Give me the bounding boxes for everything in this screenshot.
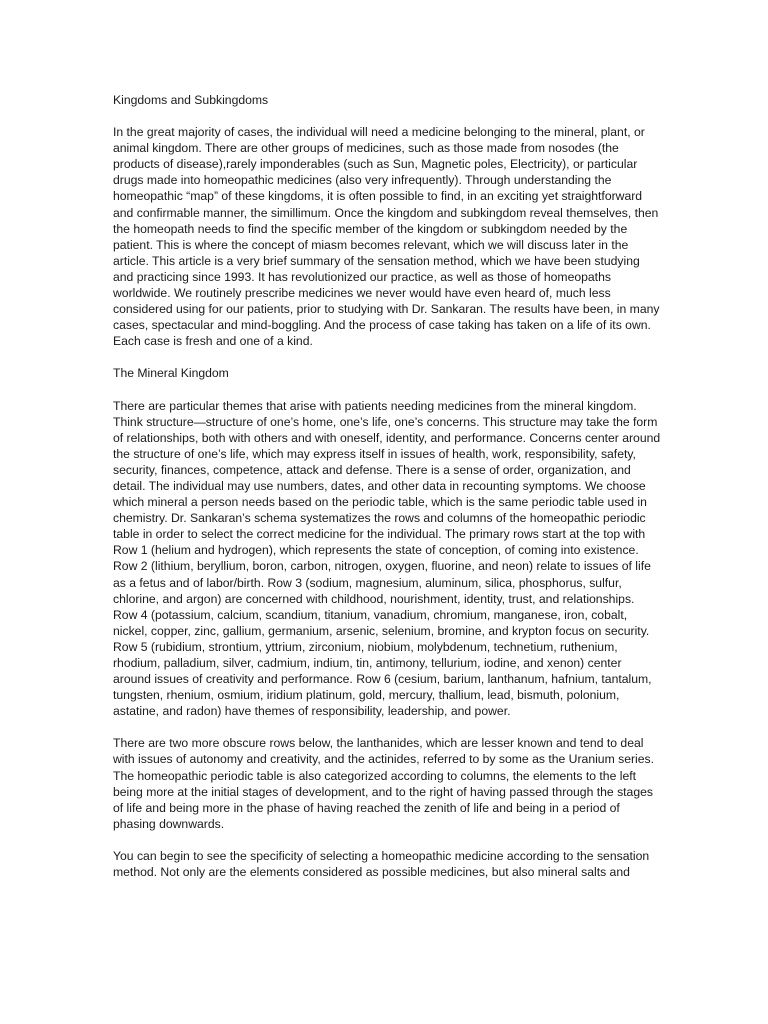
intro-paragraph: In the great majority of cases, the individual will need a medicine belonging to the mineral, plant, or animal kingdom. There are other groups of medicines, such as those made from nosodes (the products of disease),rarely imponderables (such as Sun, Magnetic poles, Electricity), or particular drugs made into homeopathic medicines (also very infrequently). Through understanding the homeopathic “map” of these kingdoms, it is often possible to find, in an exciting yet straightforward and confirmable manner, the simillimum. Once the kingdom and subkingdom reveal themselves, then the homeopath needs to find the specific member of the kingdom or subkingdom needed by the patient. This is where the concept of miasm becomes relevant, which we will discuss later in the article. This article is a very brief summary of the sensation method, which we have been studying and practicing since 1993. It has revolutionized our practice, as well as those of homeopaths worldwide. We routinely prescribe medicines we never would have even heard of, much less considered using for our patients, prior to studying with Dr. Sankaran. The results have been, in many cases, spectacular and mind-boggling. And the process of case taking has taken on a life of its own. Each case is fresh and one of a kind. (113, 125, 660, 349)
document-body (113, 92, 661, 896)
mineral-kingdom-paragraph: There are particular themes that arise with patients needing medicines from the mineral kingdom. Think structure—structure of one’s home, one’s life, one’s concerns. This structure may take the form of relationships, both with others and with oneself, identity, and performance. Concerns center around the structure of one’s life, which may express itself in issues of health, work, responsibility, safety, security, finances, competence, attack and defense. There is a sense of order, organization, and detail. The individual may use numbers, dates, and other data in recounting symptoms. We choose which mineral a person needs based on the periodic table, which is the same periodic table used in chemistry. Dr. Sankaran’s schema systematizes the rows and columns of the homeopathic periodic table in order to select the correct medicine for the individual. The primary rows start at the top with Row 1 (helium and hydrogen), which represents the state of conception, of coming into existence. Row 2 (lithium, beryllium, boron, carbon, nitrogen, oxygen, fluorine, and neon) relate to issues of life as a fetus and of labor/birth. Row 3 (sodium, magnesium, aluminum, silica, phosphorus, sulfur, chlorine, and argon) are concerned with childhood, nourishment, identity, trust, and relationships. Row 4 (potassium, calcium, scandium, titanium, vanadium, chromium, manganese, iron, cobalt, nickel, copper, zinc, gallium, germanium, arsenic, selenium, bromine, and krypton focus on security. Row 5 (rubidium, strontium, yttrium, zirconium, niobium, molybdenum, technetium, ruthenium, rhodium, palladium, silver, cadmium, indium, tin, antimony, tellurium, iodine, and xenon) center around issues of creativity and performance. Row 6 (cesium, barium, lanthanum, hafnium, tantalum, tungsten, rhenium, osmium, iridium platinum, gold, mercury, thallium, lead, bismuth, polonium, astatine, and radon) have themes of responsibility, leadership, and power. (113, 398, 661, 719)
specificity-paragraph: You can begin to see the specificity of selecting a homeopathic medicine according to the sensation method. Not only are the elements considered as possible medicines, but also mineral salts and (113, 848, 650, 880)
section-heading-mineral-kingdom: The Mineral Kingdom (113, 366, 229, 381)
obscure-rows-paragraph: There are two more obscure rows below, the lanthanides, which are lesser known and tend to deal with issues of autonomy and creativity, and the actinides, referred to by some as the Uranium series. The homeopathic periodic table is also categorized according to columns, the elements to the left being more at the initial stages of development, and to the right of having passed through the stages of life and being more in the phase of having reached the zenith of life and being in a period of phasing downwards. (113, 736, 655, 831)
document-title: Kingdoms and Subkingdoms (113, 93, 269, 107)
